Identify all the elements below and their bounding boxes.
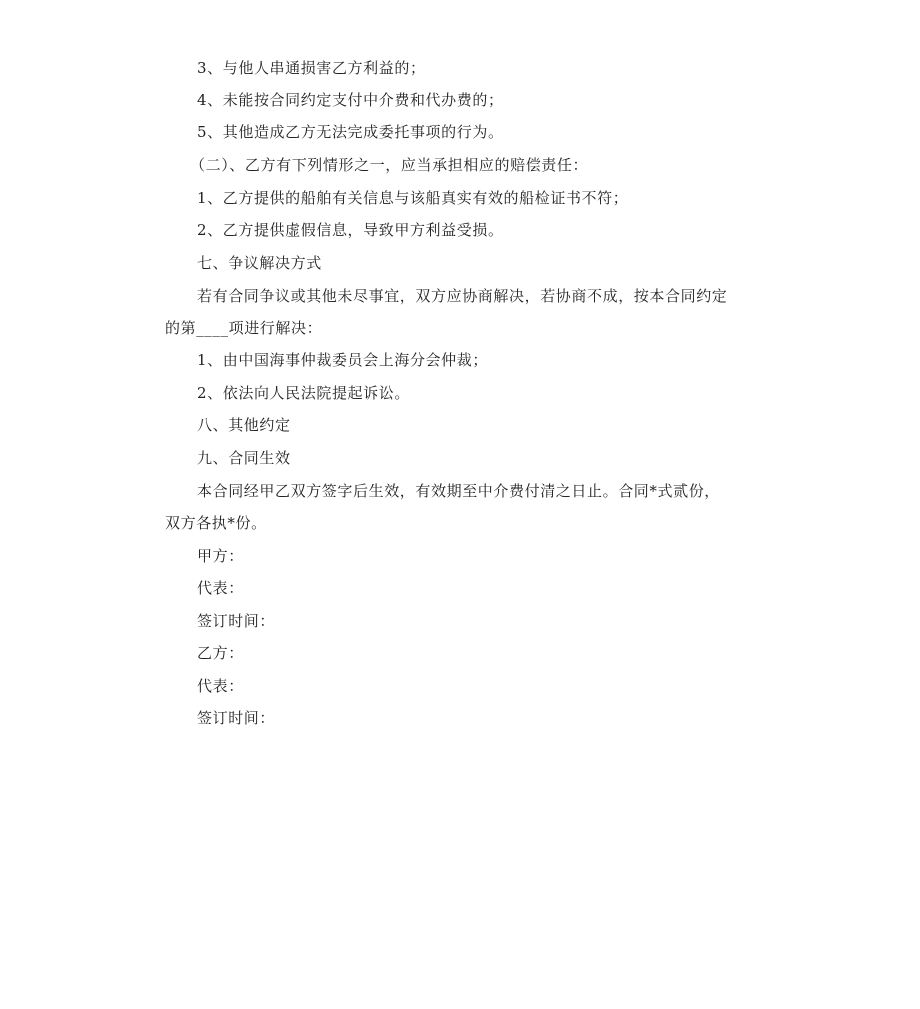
effective-paragraph-line-2: 双方各执*份。 [165, 514, 267, 532]
dispute-option-2-text: 2、依法向人民法院提起诉讼。 [197, 384, 410, 402]
party-b-signing-date-label: 签订时间： [197, 709, 276, 727]
party-b-clause-2-text: 2、乙方提供虚假信息，导致甲方利益受损。 [197, 221, 504, 239]
clause-5-text: 5、其他造成乙方无法完成委托事项的行为。 [197, 123, 504, 141]
effective-paragraph-line-1: 本合同经甲乙双方签字后生效，有效期至中介费付清之日止。合同*式贰份， [197, 482, 720, 500]
party-a-signing-date-label: 签订时间： [197, 612, 276, 630]
section-nine-heading: 九、合同生效 [197, 449, 291, 467]
party-b-clause-1-text: 1、乙方提供的船舶有关信息与该船真实有效的船检证书不符； [197, 189, 629, 207]
dispute-paragraph-line-1: 若有合同争议或其他未尽事宜，双方应协商解决，若协商不成，按本合同约定 [197, 287, 728, 305]
clause-4-text: 4、未能按合同约定支付中介费和代办费的； [197, 91, 504, 109]
clause-3-text: 3、与他人串通损害乙方利益的； [197, 59, 426, 77]
section-eight-heading: 八、其他约定 [197, 416, 291, 434]
party-a-label: 甲方： [197, 547, 244, 565]
party-b-label: 乙方： [197, 644, 244, 662]
party-a-representative-label: 代表： [197, 579, 244, 597]
section-seven-heading: 七、争议解决方式 [197, 254, 322, 272]
party-b-representative-label: 代表： [197, 677, 244, 695]
dispute-paragraph-line-2: 的第____项进行解决： [165, 319, 323, 337]
section-two-heading: （二）、乙方有下列情形之一，应当承担相应的赔偿责任： [190, 156, 589, 174]
dispute-option-1-text: 1、由中国海事仲裁委员会上海分会仲裁； [197, 351, 488, 369]
